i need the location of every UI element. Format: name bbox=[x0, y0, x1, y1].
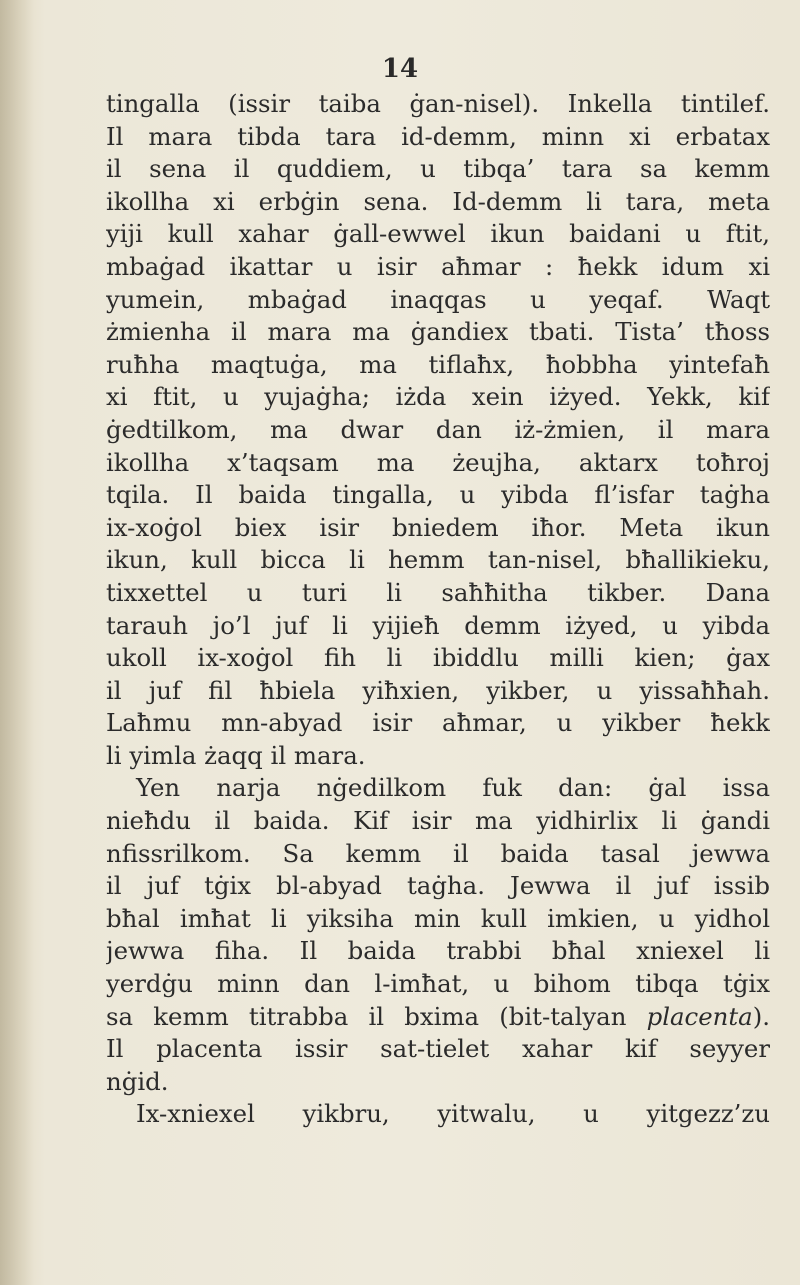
text-line: ġedtilkom, ma dwar dan iż-żmien, il mara bbox=[106, 414, 770, 444]
text-line: tarauh jo’l juf li yijieħ demm iżyed, u yibda bbox=[106, 610, 770, 640]
text-line: ix-xoġol biex isir bniedem iħor. Meta ikun bbox=[106, 512, 770, 542]
text-line: tqila. Il baida tingalla, u yibda fl’isfar taġha bbox=[106, 480, 770, 510]
text-line: żmienha il mara ma ġandiex tbati. Tista’ tħoss bbox=[106, 317, 770, 347]
text-line: nġid. bbox=[106, 1066, 169, 1096]
text-line: nfissrilkom. Sa kemm il baida tasal jewwa bbox=[106, 838, 770, 868]
text-line: yerdġu minn dan l-imħat, u bihom tibqa tġix bbox=[106, 969, 770, 999]
italic-term: placenta bbox=[646, 1001, 753, 1031]
text-line: yiji kull xahar ġall-ewwel ikun baidani u ftit, bbox=[106, 219, 770, 249]
text-line: ikun, kull bicca li hemm tan-nisel, bħallikieku, bbox=[106, 545, 770, 575]
text-line: ukoll ix-xoġol fih li ibiddlu milli kien; ġax bbox=[106, 643, 770, 673]
text-line: jewwa fiha. Il baida trabbi bħal xniexel li bbox=[106, 936, 770, 966]
text-line: il sena il quddiem, u tibqa’ tara sa kemm bbox=[106, 154, 770, 184]
text-line: ikollha x’taqsam ma żeujha, aktarx toħroj bbox=[106, 447, 770, 477]
text-line: xi ftit, u yujaġha; iżda xein iżyed. Yekk, kif bbox=[106, 382, 770, 412]
text-line: Ix-xniexel yikbru, yitwalu, u yitgezz’zu bbox=[136, 1099, 770, 1129]
body-text bbox=[106, 88, 770, 1131]
text-line: li yimla żaqq il mara. bbox=[106, 740, 366, 770]
text-line: yumein, mbaġad inaqqas u yeqaf. Waqt bbox=[106, 284, 770, 314]
page-gutter-shadow bbox=[0, 0, 34, 1285]
text-line: Il mara tibda tara id-demm, minn xi erbatax bbox=[106, 121, 770, 151]
page-number: 14 bbox=[381, 54, 419, 84]
text-line: ikollha xi erbġin sena. Id-demm li tara, meta bbox=[106, 186, 770, 216]
text-line: mbaġad ikattar u isir aħmar : ħekk idum xi bbox=[106, 251, 770, 281]
text-line: tixxettel u turi li saħħitha tikber. Dana bbox=[106, 577, 770, 607]
text-line: il juf tġix bl-abyad taġha. Jewwa il juf issib bbox=[106, 871, 770, 901]
text-line: Yen narja nġedilkom fuk dan: ġal issa bbox=[136, 773, 770, 803]
text-line: il juf fil ħbiela yiħxien, yikber, u yissaħħah. bbox=[106, 675, 770, 705]
text-line: bħal imħat li yiksiha min kull imkien, u yidhol bbox=[106, 903, 770, 933]
text-line: nieħdu il baida. Kif isir ma yidhirlix li ġandi bbox=[106, 806, 770, 836]
text-line: Il placenta issir sat-tielet xahar kif seyyer bbox=[106, 1034, 770, 1064]
text-line: tingalla (issir taiba ġan-nisel). Inkella tintilef. bbox=[106, 89, 770, 118]
text-line-with-italic bbox=[106, 1001, 770, 1034]
text-line: ruħha maqtuġa, ma tiflaħx, ħobbha yintefaħ bbox=[106, 349, 770, 379]
closing-paren: ). bbox=[752, 1001, 770, 1031]
text-segment: sa kemm titrabba il bxima (bit-talyan bbox=[106, 1001, 627, 1031]
text-line: Laħmu mn-abyad isir aħmar, u yikber ħekk bbox=[106, 708, 770, 738]
